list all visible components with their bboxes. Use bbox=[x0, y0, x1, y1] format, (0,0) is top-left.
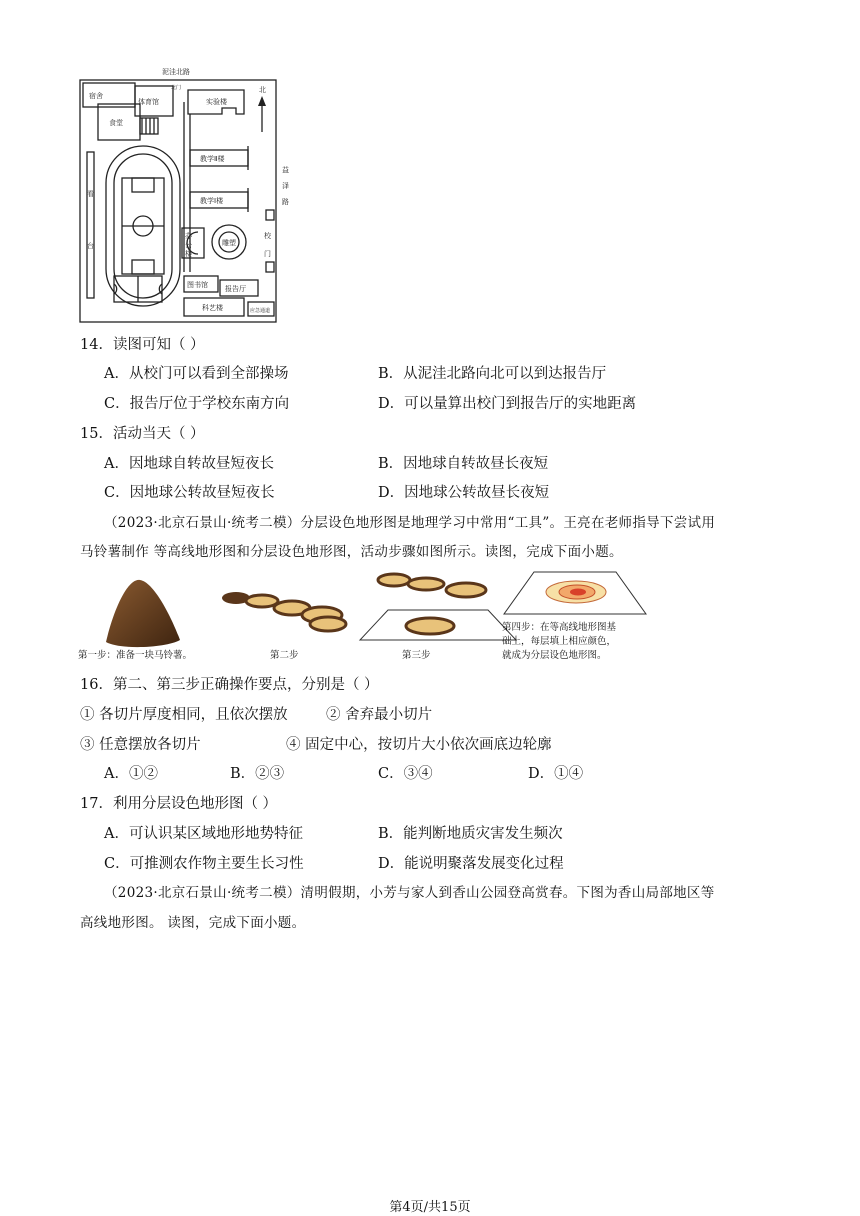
q17-option-d: D．能说明聚落发展变化过程 bbox=[378, 856, 564, 872]
road-east-1: 益 bbox=[282, 166, 289, 174]
q16-stem: 16．第二、第三步正确操作要点，分别是（ ） bbox=[80, 677, 379, 693]
exit-label: 应急通道 bbox=[250, 308, 271, 314]
q14-option-a: A．从校门可以看到全部操场 bbox=[104, 366, 289, 382]
dormitory-label: 宿舍 bbox=[89, 92, 103, 100]
q14-option-c: C．报告厅位于学校东南方向 bbox=[104, 396, 290, 412]
step4-label-1: 第四步：在等高线地形图基 bbox=[502, 622, 617, 633]
q16-option-d: D．①④ bbox=[528, 766, 584, 782]
q16-item-1: ① 各切片厚度相同，且依次摆放 bbox=[80, 707, 288, 723]
teach2-label: 教学Ⅱ楼 bbox=[200, 155, 225, 163]
lab-label: 实验楼 bbox=[206, 98, 227, 106]
q14-option-d: D．可以量算出校门到报告厅的实地距离 bbox=[378, 396, 637, 412]
intro2-line1: （2023·北京石景山·统考二模）清明假期，小芳与家人到香山公园登高赏春。下图为香山局部地区等 bbox=[104, 885, 715, 901]
q16-option-c: C．③④ bbox=[378, 766, 433, 782]
q16-item-4: ④ 固定中心，按切片大小依次画底边轮廓 bbox=[286, 737, 552, 753]
road-east-2: 泽 bbox=[282, 182, 289, 190]
statue-label: 雕塑 bbox=[222, 239, 236, 247]
step4-label-3: 就成为分层设色地形图。 bbox=[502, 650, 607, 661]
office-label-1: 办 bbox=[185, 232, 192, 240]
q17-option-a: A．可认识某区域地形地势特征 bbox=[104, 826, 303, 842]
q17-stem: 17．利用分层设色地形图（ ） bbox=[80, 796, 278, 812]
teach1-label: 教学Ⅰ楼 bbox=[200, 197, 224, 205]
north-arrow-label: 北 bbox=[259, 86, 266, 94]
stand-label-1: 看 bbox=[87, 190, 94, 198]
school-map bbox=[78, 62, 300, 324]
step3-label: 第三步 bbox=[402, 650, 431, 661]
q16-option-b: B．②③ bbox=[230, 766, 285, 782]
q16-item-2: ② 舍弃最小切片 bbox=[326, 707, 433, 723]
road-east-3: 路 bbox=[282, 198, 289, 206]
q15-option-b: B．因地球自转故昼长夜短 bbox=[378, 456, 549, 472]
q15-stem: 15．活动当天（ ） bbox=[80, 426, 205, 442]
q17-option-c: C．可推测农作物主要生长习性 bbox=[104, 856, 304, 872]
north-gate-label: 北门 bbox=[171, 85, 182, 91]
q15-option-d: D．因地球公转故昼长夜短 bbox=[378, 485, 550, 501]
q15-option-a: A．因地球自转故昼短夜长 bbox=[104, 456, 274, 472]
step1-label: 第一步：准备一块马铃薯。 bbox=[78, 650, 193, 661]
intro1-line2: 马铃薯制作 等高线地形图和分层设色地形图，活动步骤如图所示。读图，完成下面小题。 bbox=[80, 544, 623, 560]
q15-option-c: C．因地球公转故昼短夜长 bbox=[104, 485, 275, 501]
q16-item-3: ③ 任意摆放各切片 bbox=[80, 737, 201, 753]
office-label-2: 公 bbox=[185, 241, 192, 249]
potato-steps-figure bbox=[76, 568, 650, 664]
gym-label: 体育馆 bbox=[138, 98, 159, 106]
intro2-line2: 高线地形图。 读图，完成下面小题。 bbox=[80, 915, 306, 931]
q14-option-b: B．从泥洼北路向北可以到达报告厅 bbox=[378, 366, 607, 382]
canteen-label: 食堂 bbox=[109, 119, 123, 127]
hall-label: 报告厅 bbox=[225, 285, 246, 293]
science-label: 科艺楼 bbox=[202, 304, 223, 312]
road-north-label: 泥洼北路 bbox=[162, 68, 190, 76]
intro1-line1: （2023·北京石景山·统考二模）分层设色地形图是地理学习中常用“工具”。王亮在老师指导下尝试用 bbox=[104, 515, 716, 531]
page-number: 第4页/共15页 bbox=[389, 1200, 471, 1215]
step4-label-2: 础上，每层填上相应颜色， bbox=[502, 636, 617, 647]
office-label-3: 楼 bbox=[185, 250, 192, 258]
q16-option-a: A．①② bbox=[104, 766, 158, 782]
school-gate-2: 门 bbox=[264, 250, 271, 258]
step2-label: 第二步 bbox=[270, 650, 299, 661]
stand-label-2: 台 bbox=[87, 242, 94, 250]
q14-stem: 14．读图可知（ ） bbox=[80, 337, 205, 353]
school-gate-1: 校 bbox=[264, 232, 271, 240]
library-label: 图书馆 bbox=[187, 281, 208, 289]
q17-option-b: B．能判断地质灾害发生频次 bbox=[378, 826, 563, 842]
